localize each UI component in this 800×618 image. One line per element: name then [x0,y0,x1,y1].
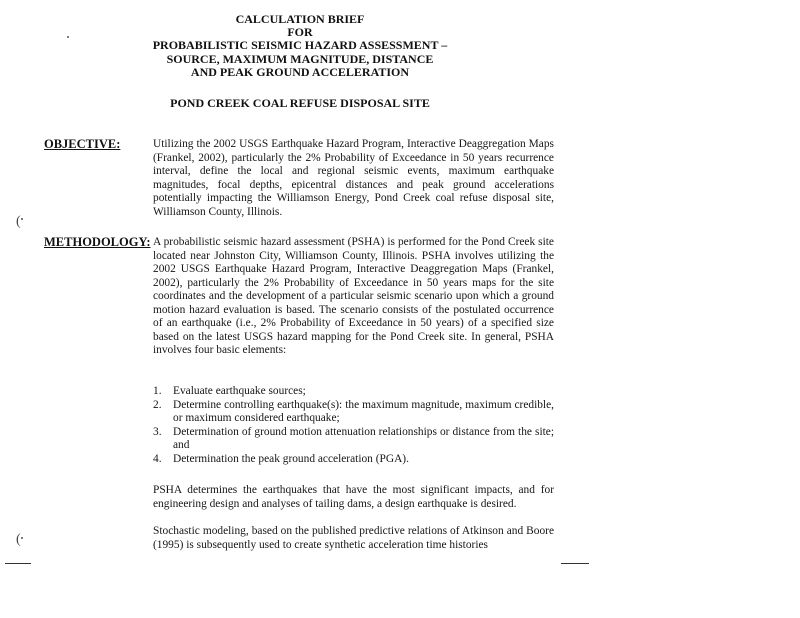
list-item-text: Determination the peak ground acceleration (PGA). [173,452,409,465]
list-item-text: Determination of ground motion attenuation relationships or distance from the site; and [173,425,554,451]
title-line: PROBABILISTIC SEISMIC HAZARD ASSESSMENT – [152,38,448,53]
objective-text: Utilizing the 2002 USGS Earthquake Hazard Program, Interactive Deaggregation Maps (Frankel, 2002), particularly the 2% Probability of Exceedance in 50 years recurrence interval, define the local and regional seismic events, maximum earthquake magnitudes, focal depths, epicentral distances and peak ground accelerations potentially impacting the Williamson Energy, Pond Creek coal refuse disposal site, Williamson County, Illinois. [153,138,554,218]
scan-speck [21,218,23,220]
list-item-number: 3. [153,425,162,438]
basic-elements-list [153,385,554,466]
list-item-number: 2. [153,398,162,411]
scan-speck [21,537,23,539]
list-item-number: 4. [153,452,162,465]
psha-paragraph: PSHA determines the earthquakes that have the most significant impacts, and for engineering design and analyses of tailing dams, a design earthquake is desired. [153,484,554,510]
list-item [153,399,554,426]
page-edge-rule [5,563,31,564]
title-line: AND PEAK GROUND ACCELERATION [190,64,410,79]
list-item-number: 1. [153,385,162,397]
list-item [153,426,554,453]
stochastic-paragraph: Stochastic modeling, based on the published predictive relations of Atkinson and Boore (1995) is subsequently used to create synthetic acceleration time histories [153,525,554,551]
list-item [153,385,554,399]
page-edge-rule [561,563,589,564]
site-title: POND CREEK COAL REFUSE DISPOSAL SITE [170,96,430,110]
objective-label: OBJECTIVE: [44,137,121,151]
hole-punch-mark: ( [16,532,21,547]
list-item [153,453,554,467]
scan-speck [67,36,69,38]
title-line: CALCULATION BRIEF [235,12,365,26]
methodology-label: METHODOLOGY: [44,235,151,249]
title-line: SOURCE, MAXIMUM MAGNITUDE, DISTANCE [166,51,434,66]
methodology-intro: A probabilistic seismic hazard assessment (PSHA) is performed for the Pond Creek site located near Johnston City, Williamson County, Illinois. PSHA involves utilizing the 2002 USGS Earthquake Hazard Program, Interactive Deaggregation Maps (Frankel, 2002), particularly the 2% Probability of Exceedance in 50 years maps for the site coordinates and the development of a particular seismic scenario upon which a ground motion hazard evaluation is based. The scenario consists of the postulated occurrence of an earthquake (i.e., 2% Probability of Exceedance in 50 years) of a specified size based on the latest USGS hazard mapping for the Pond Creek site. In general, PSHA involves four basic elements: [153,236,554,356]
document-title [130,13,470,79]
title-line: FOR [287,25,313,40]
hole-punch-mark: ( [16,214,21,229]
list-item-text: Determine controlling earthquake(s): the maximum magnitude, maximum credible, or maximum considered earthquake; [173,398,554,424]
list-item-text: Evaluate earthquake sources; [173,385,306,397]
